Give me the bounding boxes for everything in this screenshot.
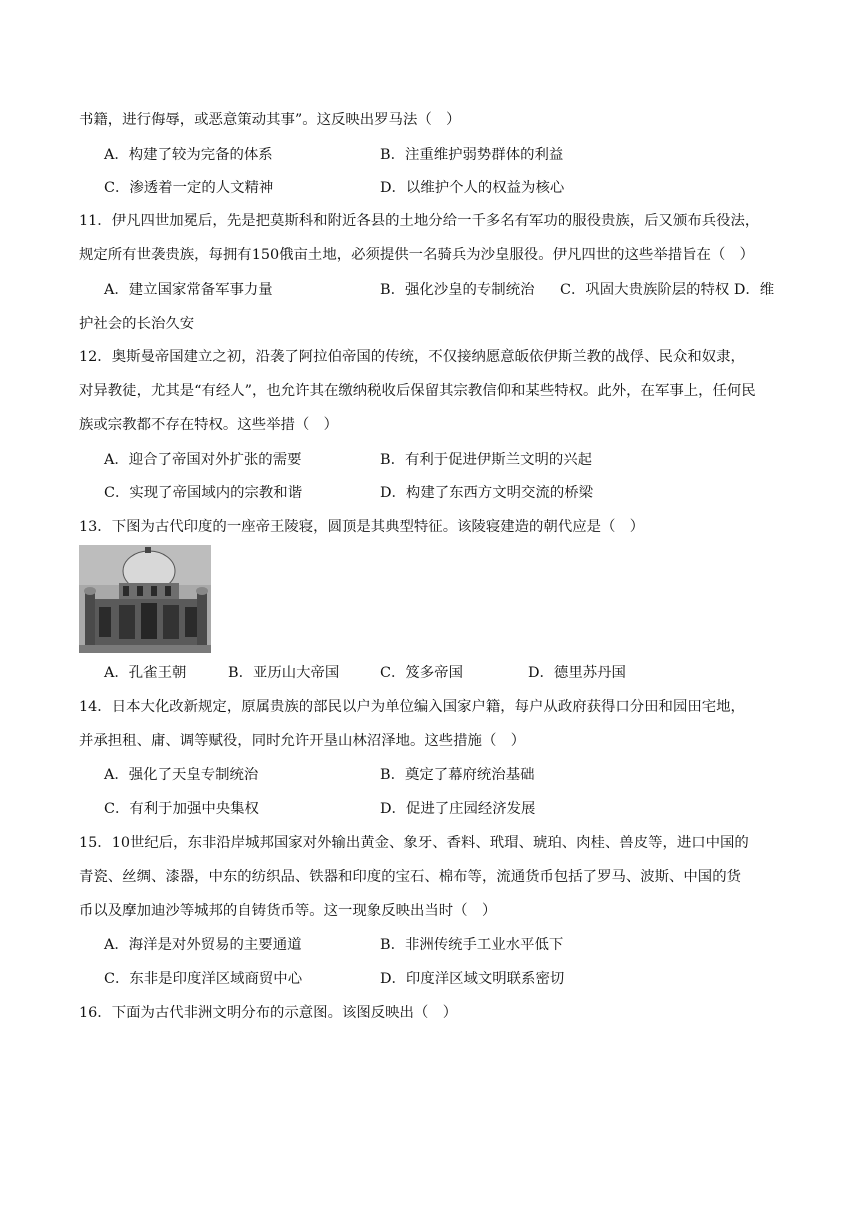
mausoleum-photo bbox=[79, 545, 211, 653]
q11-options-row1 bbox=[104, 280, 824, 300]
q12-option-a[interactable]: A．迎合了帝国对外扩张的需要 bbox=[104, 452, 302, 468]
q11-option-a[interactable]: A．建立国家常备军事力量 bbox=[104, 282, 273, 298]
q13-options-row bbox=[104, 663, 824, 683]
q12-stem-line1: 12．奥斯曼帝国建立之初，沿袭了阿拉伯帝国的传统，不仅接纳愿意皈依伊斯兰教的战俘、民众和奴隶， bbox=[79, 349, 745, 365]
q13-stem: 13．下图为古代印度的一座帝王陵寝，圆顶是其典型特征。该陵寝建造的朝代应是（ ） bbox=[79, 519, 645, 535]
q13-option-b[interactable]: B．亚历山大帝国 bbox=[228, 665, 340, 681]
q15-option-d[interactable]: D．印度洋区域文明联系密切 bbox=[380, 971, 565, 987]
q11-option-d-cont bbox=[79, 314, 799, 334]
q12-option-c[interactable]: C．实现了帝国域内的宗教和谐 bbox=[104, 485, 303, 501]
q10-options-row2 bbox=[104, 178, 824, 198]
q10-options-row1 bbox=[104, 145, 824, 165]
q12-option-b[interactable]: B．有利于促进伊斯兰文明的兴起 bbox=[380, 452, 593, 468]
q14-stem-line2: 并承担租、庸、调等赋役，同时允许开垦山林沼泽地。这些措施（ ） bbox=[79, 733, 526, 749]
q12-options-row1 bbox=[104, 450, 824, 470]
q10-option-c[interactable]: C．渗透着一定的人文精神 bbox=[104, 180, 274, 196]
q12-options-row2 bbox=[104, 483, 824, 503]
q11-option-d-tail: 护社会的长治久安 bbox=[79, 316, 195, 332]
q10-stem: 书籍，进行侮辱，或恶意策动其事”。这反映出罗马法（ ） bbox=[79, 112, 461, 128]
q14-option-d[interactable]: D．促进了庄园经济发展 bbox=[380, 801, 536, 817]
q11-option-b[interactable]: B．强化沙皇的专制统治 bbox=[380, 282, 535, 298]
q15-stem-line3: 币以及摩加迪沙等城邦的自铸货币等。这一现象反映出当时（ ） bbox=[79, 903, 497, 919]
q10-option-d[interactable]: D．以维护个人的权益为核心 bbox=[380, 180, 565, 196]
q14-option-a[interactable]: A．强化了天皇专制统治 bbox=[104, 767, 259, 783]
q14-options-row2 bbox=[104, 799, 824, 819]
q13-option-c[interactable]: C．笈多帝国 bbox=[380, 665, 463, 681]
q13-option-a[interactable]: A．孔雀王朝 bbox=[104, 665, 187, 681]
q14-option-c[interactable]: C．有利于加强中央集权 bbox=[104, 801, 259, 817]
q16-stem: 16．下面为古代非洲文明分布的示意图。该图反映出（ ） bbox=[79, 1005, 458, 1021]
q15-options-row2 bbox=[104, 969, 824, 989]
q11-stem-line2: 规定所有世袭贵族，每拥有150俄亩土地，必须提供一名骑兵为沙皇服役。伊凡四世的这些举措旨在（ ） bbox=[79, 247, 755, 263]
q15-stem-line2: 青瓷、丝绸、漆器，中东的纺织品、铁器和印度的宝石、棉布等，流通货币包括了罗马、波斯、中国的货 bbox=[79, 869, 741, 885]
q15-options-row1 bbox=[104, 935, 824, 955]
q15-option-a[interactable]: A．海洋是对外贸易的主要通道 bbox=[104, 937, 302, 953]
q11-stem-line1: 11．伊凡四世加冕后，先是把莫斯科和附近各县的土地分给一千多名有军功的服役贵族，后又颁布兵役法， bbox=[79, 213, 760, 229]
q14-stem-line1: 14．日本大化改新规定，原属贵族的部民以户为单位编入国家户籍，每户从政府获得口分田和园田宅地， bbox=[79, 699, 745, 715]
q10-option-a[interactable]: A．构建了较为完备的体系 bbox=[104, 147, 273, 163]
q13-option-d[interactable]: D．德里苏丹国 bbox=[528, 665, 626, 681]
q12-option-d[interactable]: D．构建了东西方文明交流的桥梁 bbox=[380, 485, 594, 501]
q14-options-row1 bbox=[104, 765, 824, 785]
q15-option-b[interactable]: B．非洲传统手工业水平低下 bbox=[380, 937, 564, 953]
q12-stem-line2: 对异教徒，尤其是“有经人”，也允许其在缴纳税收后保留其宗教信仰和某些特权。此外，在军事上，任何民 bbox=[79, 383, 756, 399]
q11-option-c-d[interactable]: C．巩固大贵族阶层的特权 D．维 bbox=[560, 282, 775, 298]
q15-stem-line1: 15．10世纪后，东非沿岸城邦国家对外输出黄金、象牙、香料、玳瑁、琥珀、肉桂、兽皮等，进口中国的 bbox=[79, 835, 749, 851]
q12-stem-line3: 族或宗教都不存在特权。这些举措（ ） bbox=[79, 417, 339, 433]
q14-option-b[interactable]: B．奠定了幕府统治基础 bbox=[380, 767, 535, 783]
mausoleum-illustration bbox=[79, 545, 211, 653]
q15-option-c[interactable]: C．东非是印度洋区域商贸中心 bbox=[104, 971, 303, 987]
q10-option-b[interactable]: B．注重维护弱势群体的利益 bbox=[380, 147, 564, 163]
